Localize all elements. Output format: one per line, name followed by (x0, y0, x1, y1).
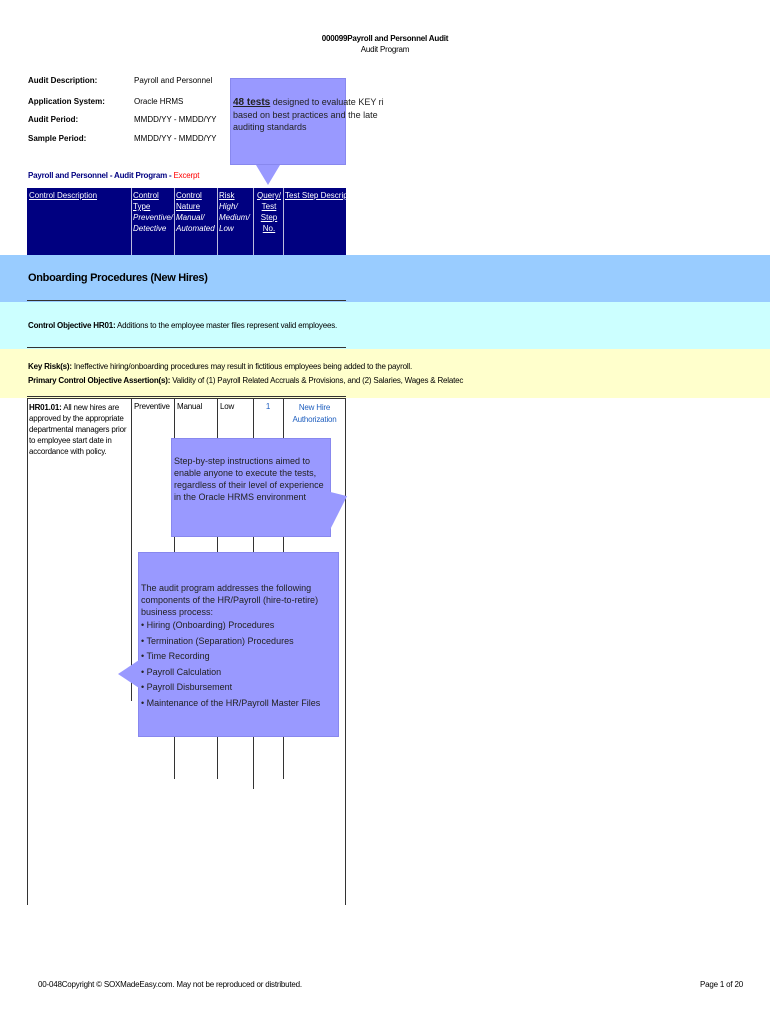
row-test-step-link[interactable]: New Hire Authorization (292, 403, 337, 424)
list-item: • Hiring (Onboarding) Procedures (141, 620, 275, 630)
row-control-type: Preventive (134, 402, 170, 411)
callout-top-text3: auditing standards (233, 122, 307, 132)
row-risk: Low (220, 402, 235, 411)
list-item: • Time Recording (141, 651, 210, 661)
row-control-nature: Manual (177, 402, 203, 411)
callout-bottom-pointer (118, 660, 139, 688)
table-row: HR01.01: All new hires are approved by the appropriate departmental managers prior to employee start date in accordance with policy. (29, 403, 127, 456)
col-test-step-description: Test Step Description (285, 191, 361, 200)
col-control-nature: Control Nature Manual/ Automated (176, 191, 215, 233)
list-item: • Payroll Disbursement (141, 682, 233, 692)
callout-top-text1: designed to evaluate KEY ri (270, 97, 384, 107)
meta-value-audit-description: Payroll and Personnel (134, 76, 213, 85)
list-item: • Maintenance of the HR/Payroll Master Files (141, 697, 321, 708)
onboarding-title: Onboarding Procedures (New Hires) (28, 272, 208, 284)
meta-value-audit-period: MMDD/YY - MMDD/YY (134, 115, 217, 124)
list-item: • Termination (Separation) Procedures (141, 635, 294, 646)
callout-top-text2: based on best practices and the late (233, 110, 378, 120)
meta-label-application-system: Application System: (28, 97, 105, 106)
section-title-excerpt: Excerpt (173, 171, 200, 180)
footer-page-number: Page 1 of 20 (700, 980, 743, 989)
document-subtitle: Audit Program (360, 45, 410, 54)
callout-mid: Step-by-step instructions aimed to enable anyone to execute the tests, regardless of their level of experience in the Oracle HRMS environment (171, 438, 331, 537)
table-header (27, 188, 361, 255)
control-assertion: Primary Control Objective Assertion(s): Validity of (1) Payroll Related Accruals & Provisions, and (2) Salaries, Wages & Relatec (28, 376, 464, 385)
key-risk-band (0, 349, 770, 398)
callout-top-pointer (256, 165, 280, 185)
tests-link[interactable]: 48 tests (233, 97, 271, 108)
divider (27, 396, 346, 399)
meta-label-audit-period: Audit Period: (28, 115, 79, 124)
footer-copyright: 00-048Copyright © SOXMadeEasy.com. May not be reproduced or distributed. (38, 980, 302, 989)
col-control-type: Control Type Preventive/ Detective (133, 191, 174, 233)
col-risk: Risk High/ Medium/ Low (219, 191, 250, 233)
callout-bottom (138, 552, 339, 737)
section-title-main: Payroll and Personnel - Audit Program - (28, 171, 174, 180)
meta-value-application-system: Oracle HRMS (134, 97, 184, 106)
meta-label-audit-description: Audit Description: (28, 76, 98, 85)
document-title: 000099Payroll and Personnel Audit (321, 34, 449, 43)
col-control-description: Control Description (29, 191, 98, 200)
callout-bottom-intro: The audit program addresses the following components of the HR/Payroll (hire-to-retire) business process: (141, 583, 319, 617)
meta-value-sample-period: MMDD/YY - MMDD/YY (134, 134, 217, 143)
key-risk: Key Risk(s): Ineffective hiring/onboarding procedures may result in fictitious employees being added to the payroll. (28, 362, 412, 371)
row-query-number: 1 (265, 402, 271, 411)
col-query-test-step: Query/ Test Step No. (256, 191, 281, 233)
meta-label-sample-period: Sample Period: (28, 134, 87, 143)
list-item: • Payroll Calculation (141, 666, 222, 677)
callout-top (230, 78, 384, 165)
section-title (28, 171, 199, 180)
control-objective: Control Objective HR01: Additions to the employee master files represent valid employees. (28, 321, 338, 330)
